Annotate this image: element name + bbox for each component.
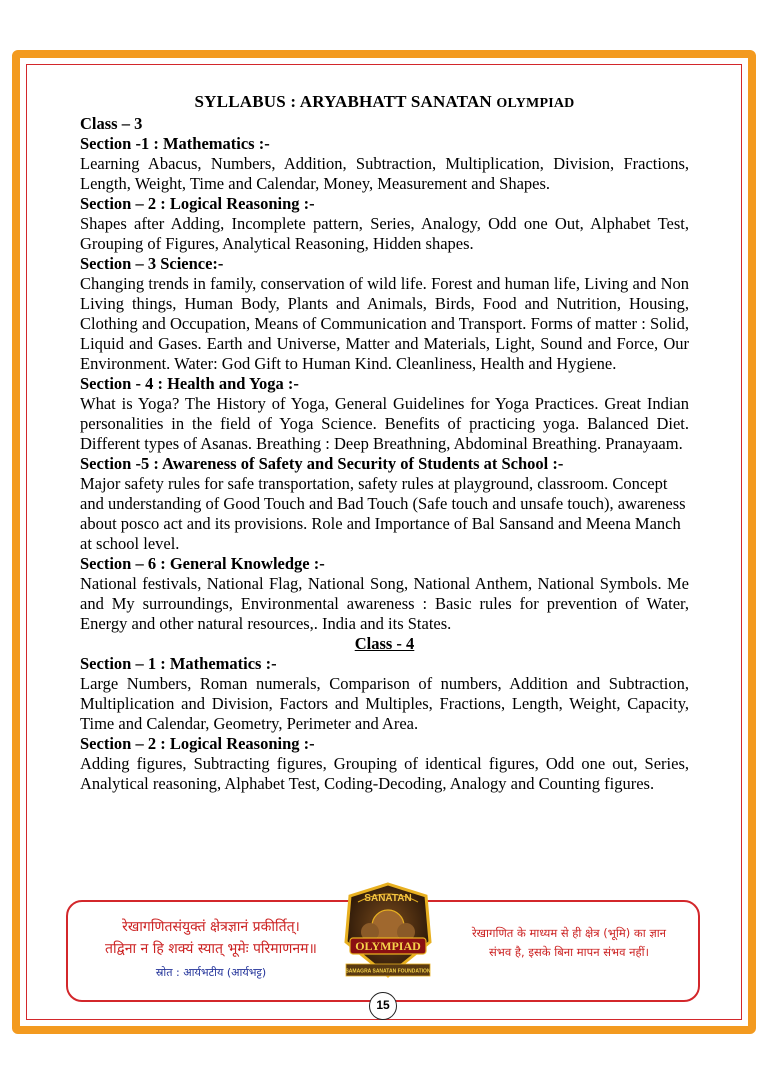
class3-section-3-text: Changing trends in family, conservation of wild life. Forest and human life, Living and Non Living things, Human Body, Plants and Animals, Birds, Food and Nutrition, Housing, Clothing and Occupation, Means of Communication and Transport. Forms of matter : Solid, Liquid and Gases. Earth and Universe, Matter and Materials, Light, Sound and Force, Our Environment. Water: God Gift to Human Kind. Cleanliness, Health and Hygiene. <box>80 274 689 373</box>
page-number: 15 <box>369 992 397 1020</box>
sanskrit-quote <box>80 916 342 982</box>
class3-section-6-heading: Section – 6 : General Knowledge :- <box>80 554 325 573</box>
quote-line-2: तद्विना न हि शक्यं स्यात् भूमेः परिमाणनम॥ <box>105 941 317 957</box>
quote-source: स्रोत : आर्यभटीय (आर्यभट्ट) <box>155 966 267 979</box>
class-4-heading: Class - 4 <box>354 634 415 653</box>
class3-section-5-heading: Section -5 : Awareness of Safety and Security of Students at School :- <box>80 454 564 473</box>
logo-top-text: SANATAN <box>364 893 412 904</box>
class3-section-4-heading: Section - 4 : Health and Yoga :- <box>80 374 299 393</box>
sanatan-olympiad-logo <box>340 880 436 988</box>
class4-section-1-heading: Section – 1 : Mathematics :- <box>80 654 277 673</box>
class3-section-6-text: National festivals, National Flag, National Song, National Anthem, National Symbols. Me and My surroundings, Environmental awareness : Basic rules for prevention of Water, Energy and other natural resources,. India and its States. <box>80 574 689 633</box>
logo-main-text: OLYMPIAD <box>355 939 421 953</box>
class4-section-1-text: Large Numbers, Roman numerals, Comparison of numbers, Addition and Subtraction, Multiplication and Division, Factors and Multiples, Fractions, Length, Weight, Capacity, Time and Calendar, Geometry, Perimeter and Area. <box>80 674 689 733</box>
class4-section-2-text: Adding figures, Subtracting figures, Grouping of identical figures, Odd one out, Series, Analytical reasoning, Alphabet Test, Coding-Decoding, Analogy and Counting figures. <box>80 754 689 793</box>
class3-section-4-text: What is Yoga? The History of Yoga, General Guidelines for Yoga Practices. Great Indian personalities in the field of Yoga Science. Benefits of practicing yoga. Balanced Diet. Different types of Asanas. Breathing : Deep Breathning, Abdominal Breathing. Pranayaam. <box>80 394 689 453</box>
quote-line-1: रेखागणितसंयुक्तं क्षेत्रज्ञानं प्रकीर्तित्। <box>122 919 300 935</box>
class3-section-1-text: Learning Abacus, Numbers, Addition, Subtraction, Multiplication, Division, Fractions, Length, Weight, Time and Calendar, Money, Measurement and Shapes. <box>80 154 689 193</box>
class3-section-3-heading: Section – 3 Science:- <box>80 254 224 273</box>
class3-section-1-heading: Section -1 : Mathematics :- <box>80 134 270 153</box>
page-title <box>80 92 689 112</box>
title-main: SYLLABUS : ARYABHATT SANATAN <box>194 92 492 111</box>
class4-section-2-heading: Section – 2 : Logical Reasoning :- <box>80 734 315 753</box>
hindi-meaning <box>448 924 690 962</box>
class-3-heading: Class – 3 <box>80 114 143 133</box>
hindi-meaning-line-1: रेखागणित के माध्यम से ही क्षेत्र (भूमि) का ज्ञान <box>471 926 667 940</box>
hindi-meaning-line-2: संभव है, इसके बिना मापन संभव नहीं। <box>489 945 649 959</box>
class3-section-2-text: Shapes after Adding, Incomplete pattern, Series, Analogy, Odd one Out, Alphabet Test, Grouping of Figures, Analytical Reasoning, Hidden shapes. <box>80 214 689 253</box>
syllabus-content <box>80 92 689 794</box>
title-suffix: OLYMPIAD <box>496 96 575 111</box>
class3-section-2-heading: Section – 2 : Logical Reasoning :- <box>80 194 315 213</box>
logo-bottom-text: SAMAGRA SANATAN FOUNDATION <box>345 968 431 975</box>
class3-section-5-text: Major safety rules for safe transportation, safety rules at playground, classroom. Concept and understanding of Good Touch and Bad Touch (Safe touch and unsafe touch), awareness about posco act and its provisions. Role and Importance of Bal Sansand and Meena Manch at school level. <box>80 474 686 553</box>
